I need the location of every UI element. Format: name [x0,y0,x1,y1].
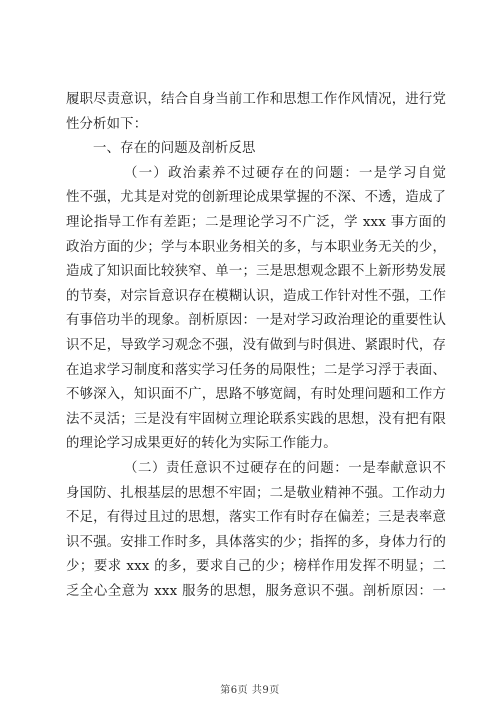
paragraph-line: 在追求学习制度和落实学习任务的局限性；二是学习浮于表面、 [66,362,446,378]
paragraph-line: 造成了知识面比较狭窄、单一；三是思想观念跟不上新形势发展 [66,264,446,280]
paragraph-line: 性分析如下： [66,116,148,132]
paragraph-line: 性不强，尤其是对党的创新理论成果掌握的不深、不透，造成了 [66,190,446,206]
paragraph-line: 不足，有得过且过的思想，落实工作有时存在偏差；三是表率意 [66,510,446,526]
paragraph-line: 的节奏，对宗旨意识存在模糊认识，造成工作针对性不强，工作 [66,288,446,304]
paragraph-line: 政治方面的少；学与本职业务相关的多，与本职业务无关的少， [66,239,446,255]
subsection-heading-line: （一）政治素养不过硬存在的问题：一是学习自觉 [124,165,446,181]
paragraph-line: 乏全心全意为 xxx 服务的思想，服务意识不强。剖析原因：一 [66,583,446,599]
paragraph-line: 身国防、扎根基层的思想不牢固；二是敬业精神不强。工作动力 [66,485,446,501]
paragraph-line: 的理论学习成果更好的转化为实际工作能力。 [66,436,337,452]
paragraph-line: 少；要求 xxx 的多，要求自己的少；榜样作用发挥不明显；二 [66,559,446,575]
paragraph-line: 有事倍功半的现象。剖析原因：一是对学习政治理论的重要性认 [66,313,446,329]
page-number-footer: 第6页 共9页 [220,685,280,696]
paragraph-line: 识不足，导致学习观念不强，没有做到与时俱进、紧跟时代，存 [66,337,446,353]
document-body [66,88,446,604]
paragraph-line: 不够深入，知识面不广，思路不够宽阔，有时处理问题和工作方 [66,387,446,403]
paragraph-line: 理论指导工作有差距；二是理论学习不广泛，学 xxx 事方面的 [66,214,446,230]
paragraph-line: 履职尽责意识，结合自身当前工作和思想工作作风情况，进行党 [66,92,446,107]
section-heading: 一、存在的问题及剖析反思 [93,141,256,157]
paragraph-line: 识不强。安排工作时多，具体落实的少；指挥的多，身体力行的 [66,534,446,550]
paragraph-line: 法不灵活；三是没有牢固树立理论联系实践的思想，没有把有限 [66,411,446,427]
subsection-heading-line: （二）责任意识不过硬存在的问题：一是奉献意识不 [124,460,446,476]
